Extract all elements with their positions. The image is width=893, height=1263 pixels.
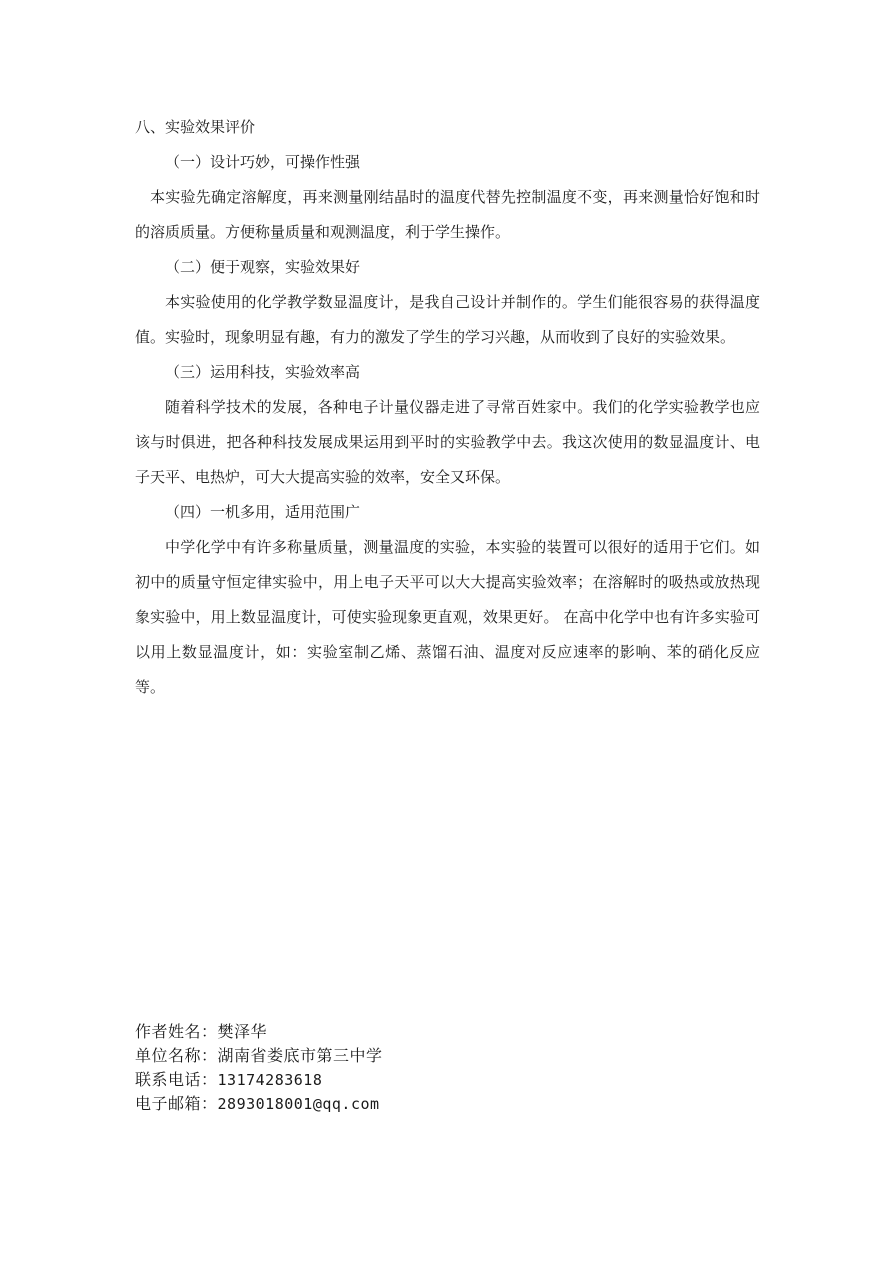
document-body [135, 110, 760, 705]
author-unit-row [135, 1044, 635, 1068]
author-email-row [135, 1092, 635, 1116]
author-email-label: 电子邮箱： [135, 1094, 218, 1113]
section-heading: 八、实验效果评价 [135, 118, 256, 136]
author-unit-label: 单位名称： [135, 1046, 218, 1065]
subsection-paragraph-2: 本实验使用的化学教学数显温度计，是我自己设计并制作的。学生们能很容易的获得温度值。实验时，现象明显有趣，有力的激发了学生的学习兴趣，从而收到了良好的实验效果。 [135, 293, 760, 346]
author-email: 2893018001@qq.com [217, 1095, 380, 1113]
subsection-title-4: （四）一机多用，适用范围广 [165, 503, 361, 521]
author-unit: 湖南省娄底市第三中学 [217, 1046, 383, 1065]
author-name-label: 作者姓名： [135, 1022, 218, 1041]
subsection-title-2: （二）便于观察，实验效果好 [165, 258, 361, 276]
author-info [135, 1020, 635, 1116]
subsection-paragraph-3: 随着科学技术的发展，各种电子计量仪器走进了寻常百姓家中。我们的化学实验教学也应该与时俱进，把各种科技发展成果运用到平时的实验教学中去。我这次使用的数显温度计、电子天平、电热炉，可大大提高实验的效率，安全又环保。 [135, 398, 760, 486]
author-name-row [135, 1020, 635, 1044]
author-name: 樊泽华 [217, 1022, 268, 1041]
subsection-paragraph-4: 中学化学中有许多称量质量，测量温度的实验，本实验的装置可以很好的适用于它们。如初中的质量守恒定律实验中，用上电子天平可以大大提高实验效率；在溶解时的吸热或放热现象实验中，用上数显温度计，可使实验现象更直观，效果更好。 在高中化学中也有许多实验可以用上数显温度计，如：实验室制乙烯、蒸馏石油、温度对反应速率的影响、苯的硝化反应等。 [135, 538, 760, 696]
subsection-paragraph-1: 本实验先确定溶解度，再来测量刚结晶时的温度代替先控制温度不变，再来测量恰好饱和时的溶质质量。方便称量质量和观测温度，利于学生操作。 [135, 188, 760, 241]
author-phone-row [135, 1068, 635, 1092]
subsection-title-1: （一）设计巧妙，可操作性强 [165, 153, 361, 171]
subsection-title-3: （三）运用科技，实验效率高 [165, 363, 361, 381]
author-phone: 13174283618 [217, 1071, 323, 1089]
author-phone-label: 联系电话： [135, 1070, 218, 1089]
